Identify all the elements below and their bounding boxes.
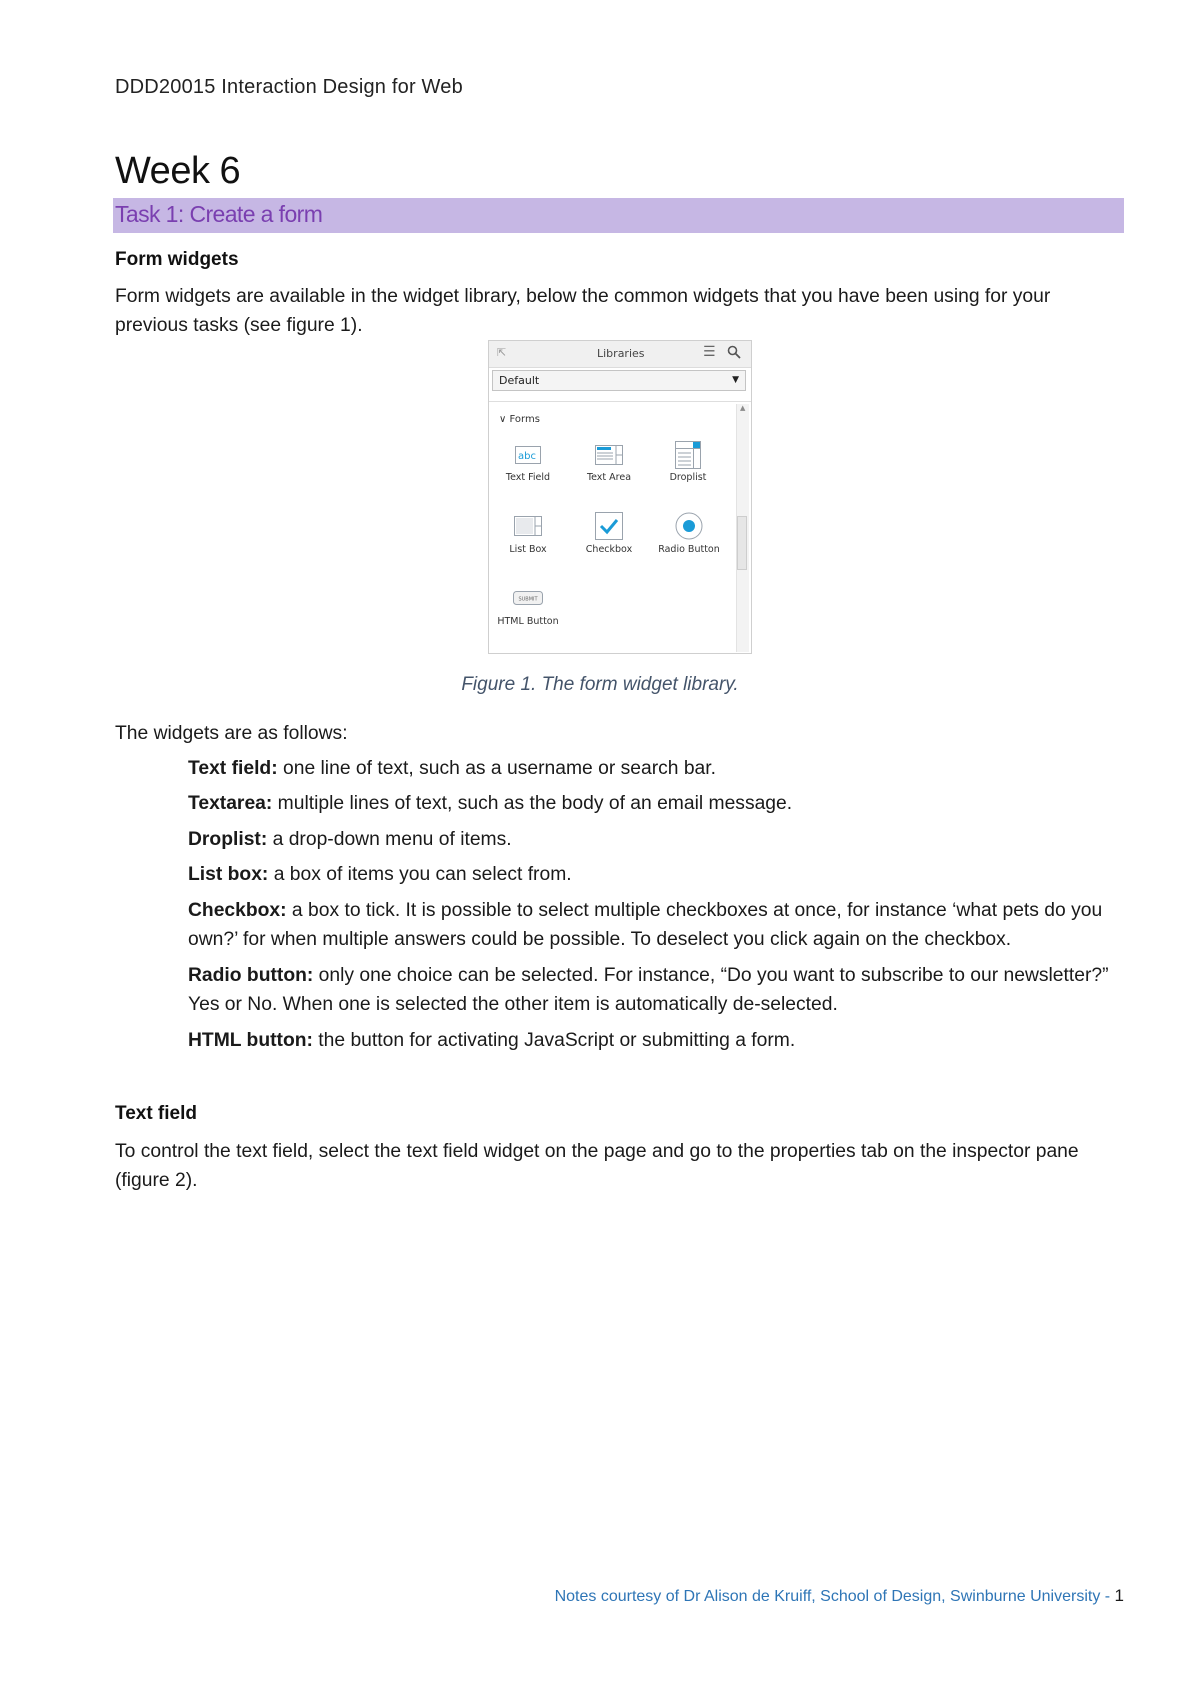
definition-desc: a box to tick. It is possible to select multiple checkboxes at once, for instance ‘what pets do you own?’ for when multiple answers could be possible. To deselect you click again on the checkbox. <box>188 900 1103 950</box>
page-title: Week 6 <box>115 150 241 192</box>
task-heading: Task 1: Create a form <box>115 201 323 227</box>
library-item-label: Droplist <box>669 472 707 483</box>
library-dropdown-value: Default <box>499 374 540 387</box>
text-field-icon-text: abc <box>518 451 536 462</box>
list-box-icon <box>514 516 542 536</box>
droplist-icon <box>675 441 701 469</box>
definition-desc: a box of items you can select from. <box>268 864 572 885</box>
definition-desc: a drop-down menu of items. <box>267 829 512 850</box>
library-dropdown <box>492 370 746 391</box>
scroll-up-icon: ▲ <box>740 404 746 412</box>
definition-term: HTML button: <box>188 1030 313 1051</box>
text-area-icon <box>595 445 623 465</box>
library-item-label: Text Field <box>505 472 551 483</box>
library-title: Libraries <box>597 347 645 360</box>
widgets-intro: The widgets are as follows: <box>115 723 348 744</box>
definition-term: Textarea: <box>188 793 273 814</box>
collapse-arrow-icon: ⇱ <box>497 346 507 359</box>
definition-term: Radio button: <box>188 965 314 986</box>
menu-icon: ☰ <box>703 344 716 360</box>
forms-section-label <box>499 414 540 425</box>
definition-desc: one line of text, such as a username or search bar. <box>277 758 716 779</box>
divider <box>489 401 751 402</box>
forms-section-text: Forms <box>509 414 540 425</box>
definition-desc: the button for activating JavaScript or submitting a form. <box>312 1030 796 1051</box>
definition-item <box>188 860 1118 889</box>
search-icon <box>727 345 741 359</box>
definition-item <box>188 961 1118 1019</box>
definition-item <box>188 789 1118 818</box>
definition-term: Droplist: <box>188 829 268 850</box>
page-footer <box>555 1586 1124 1606</box>
text-field-icon <box>515 446 541 464</box>
footer-credit: Notes courtesy of Dr Alison de Kruiff, School of Design, Swinburne University - <box>554 1588 1115 1605</box>
page-number: 1 <box>1114 1586 1124 1605</box>
definition-item <box>188 896 1118 954</box>
library-item-label: Text Area <box>586 472 632 483</box>
widget-library-figure <box>488 340 752 654</box>
chevron-down-icon: ∨ <box>499 414 510 425</box>
scrollbar-thumb <box>737 516 747 570</box>
form-widgets-intro: Form widgets are available in the widget library, below the common widgets that you have been using for your previous tasks (see figure 1). <box>115 286 1051 336</box>
radio-button-icon <box>675 512 703 540</box>
text-field-body: To control the text field, select the text field widget on the page and go to the properties tab on the inspector pane (figure 2). <box>115 1141 1079 1191</box>
definition-desc: only one choice can be selected. For instance, “Do you want to subscribe to our newsletter?” Yes or No. When one is selected the other item is automatically de-selected. <box>188 965 1109 1015</box>
library-item-label: Radio Button <box>658 544 720 555</box>
html-button-icon <box>513 591 543 605</box>
form-widgets-heading: Form widgets <box>115 249 239 270</box>
definition-term: List box: <box>188 864 269 885</box>
checkbox-icon <box>595 512 623 540</box>
definition-term: Text field: <box>188 758 278 779</box>
library-item-label: List Box <box>509 544 547 555</box>
text-field-heading: Text field <box>115 1103 197 1124</box>
library-item-label: HTML Button <box>497 616 559 627</box>
figure-caption: Figure 1. The form widget library. <box>461 674 739 695</box>
definition-item <box>188 754 1118 783</box>
library-item-label: Checkbox <box>585 544 633 555</box>
definition-desc: multiple lines of text, such as the body of an email message. <box>272 793 793 814</box>
chevron-down-icon: ▼ <box>732 375 739 385</box>
html-button-icon-text: SUBMIT <box>518 596 538 603</box>
definition-item <box>188 825 1118 854</box>
definition-term: Checkbox: <box>188 900 287 921</box>
document-header: DDD20015 Interaction Design for Web <box>115 76 463 98</box>
definition-item <box>188 1026 1118 1055</box>
